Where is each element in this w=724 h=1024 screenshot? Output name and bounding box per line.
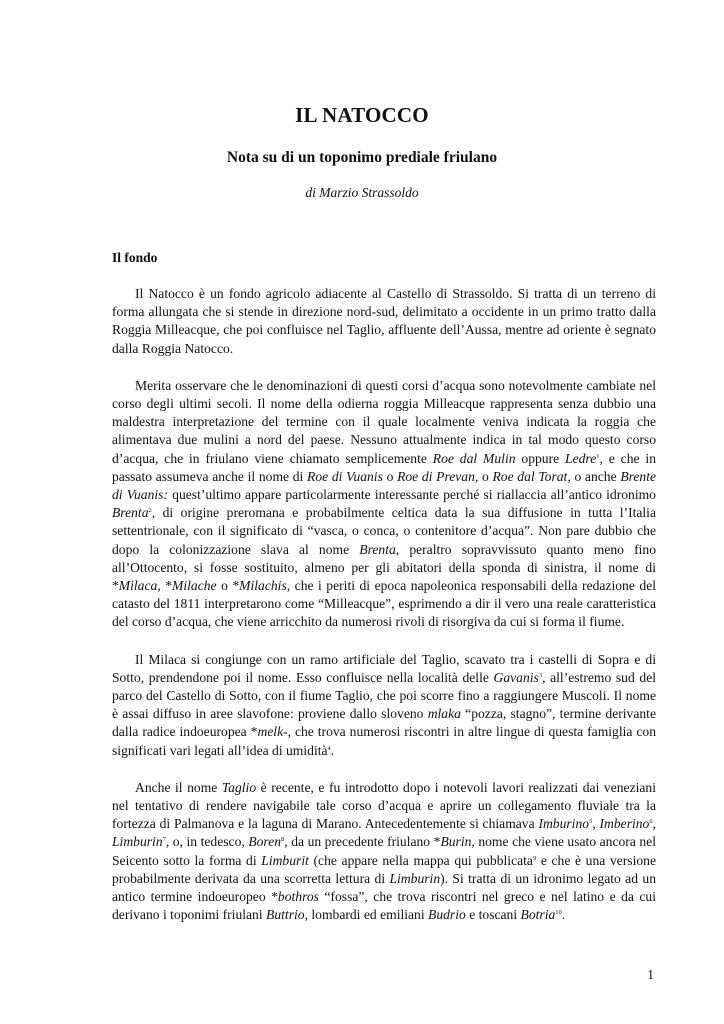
italic-term: Brenta (359, 541, 396, 557)
text-run: e che è una versione probabilmente derivata da una scorretta lettura di (112, 852, 656, 886)
italic-term: Milachis, (239, 578, 291, 594)
italic-term: Taglio (221, 779, 257, 795)
paragraph (112, 651, 656, 760)
italic-term: melk- (257, 724, 288, 740)
text-run: che i periti di epoca napoleonica responsabili della redazione del catasto del 1811 interpretarono come “Milleacque”, esprimendo a dir il vero una reale caratteristica del corso d’acqua, che viene arricchito da numerosi rivoli di risorgiva da cui si forma il fiume. (112, 578, 657, 630)
document-title: IL NATOCCO (295, 103, 429, 127)
section-heading: Il fondo (112, 250, 158, 265)
text-run: “fossa”, che trova riscontri nel greco e nel latino e da cui derivano i toponimi friulani (112, 889, 656, 923)
italic-term: Milaca (118, 578, 158, 594)
italic-term: Budrio (428, 907, 466, 923)
author-line: di Marzio Strassoldo (305, 185, 419, 200)
text-run: . (330, 742, 335, 758)
text-run: oppure (515, 450, 566, 466)
text-run: (che appare nella mappa qui pubblicata (308, 852, 533, 868)
italic-term: mlaka (427, 706, 461, 722)
italic-term: Gavanis (493, 669, 539, 685)
text-run: Il Milaca si congiunge con un ramo artificiale del Taglio, scavato tra i castelli di Sopra e di Sotto, prendendone poi il nome. Esso confluisce nella località delle (112, 651, 656, 685)
text-run: ). Si tratta di un idronimo legato ad un antico termine indoeuropeo * (112, 870, 656, 905)
text-run: e toscani (465, 907, 521, 923)
footnote-marker: 10 (555, 909, 562, 917)
italic-term: Roe dal Mulin (432, 450, 516, 466)
text-run: , di origine preromana e probabilmente celtica data la sua diffusione in tutta l’Italia settentrionale, con il significato di “vasca, o conca, o contenitore d’acqua”. Non pare dubbio che dopo la colonizzazione slava al nome (112, 505, 656, 557)
text-run: Anche il nome (135, 779, 222, 795)
italic-term: bothros (277, 889, 319, 905)
italic-term: Boren (248, 834, 282, 850)
footnote-marker: 1 (596, 452, 600, 460)
paragraph (112, 377, 656, 632)
text-run: o * (216, 578, 240, 594)
text-run: o anche (570, 468, 621, 484)
italic-term: Roe di Vuanis (307, 468, 383, 484)
text-run: Merita osservare che le denominazioni di questi corsi d’acqua sono notevolmente cambiate nel corso degli ultimi secoli. Il nome della odierna roggia Milleacque rappresenta senza dubbio una maldestra interpretazione del termine con il quale localmente veniva indicata la roggia che alimentava due mulini a nord del paese. Nessuno attualmente indica in tal modo questo corso d’acqua, che in friulano viene chiamato semplicemente (112, 377, 656, 466)
footnote-marker: 5 (589, 818, 593, 826)
footnote-marker: 9 (532, 854, 537, 862)
footnote-marker: 4 (327, 744, 331, 752)
text-run: , peraltro sopravvissuto quanto meno fino all’Ottocento, si fosse sostituito, almeno per gli abitatori della sponda di sinistra, il nome di * (112, 541, 656, 594)
italic-term: Buttrio (266, 907, 305, 923)
text-run: . (561, 907, 566, 923)
text-run: “pozza, stagno”, termine derivante dalla radice indoeuropea * (112, 706, 656, 740)
text-run: , o, in tedesco, (165, 834, 249, 850)
footnote-marker: 2 (148, 507, 152, 515)
footnote-marker: 8 (281, 836, 285, 844)
text-run: , lombardi ed emiliani (304, 907, 429, 923)
page-number: 1 (647, 967, 654, 982)
body-text (112, 285, 656, 944)
text-run: è recente, e fu introdotto dopo i notevoli lavori realizzati dai veneziani nel tentativo di rendere navigabile tale corso d’acqua e aprire un collegamento fluviale tra la fortezza di Palmanova e la laguna di Marano. Antecedentemente si chiamava (112, 779, 656, 832)
italic-term: Imburino (538, 816, 590, 832)
paragraph (112, 285, 656, 358)
italic-term: Roe dal Torat, (492, 468, 571, 484)
text-run: , (652, 816, 657, 832)
text-run: nome che viene usato ancora nel Seicento sotto la forma di (112, 834, 656, 868)
document-subtitle: Nota su di un toponimo prediale friulano (226, 149, 498, 166)
italic-term: Milache (172, 578, 217, 594)
italic-term: Botria (520, 907, 556, 923)
text-run: o (382, 468, 398, 484)
text-run: , * (157, 578, 173, 594)
italic-term: Limburin (112, 834, 163, 850)
text-run: , da un precedente friulano * (284, 834, 441, 850)
italic-term: Burin, (440, 834, 475, 850)
italic-term: Imberino (599, 816, 650, 832)
footnote-marker: 6 (649, 818, 653, 826)
italic-term: Roe di Prevan, (397, 468, 479, 484)
text-run: , all’estremo sud del parco del Castello di Sotto, con il fiume Taglio, che poi scorre fino a raggiungere Muscoli. Il nome è assai diffuso in aree slavofone: proviene dallo sloveno (112, 669, 657, 722)
footnote-marker: 3 (538, 671, 543, 679)
text-run: , (592, 816, 600, 832)
text-run: quest’ultimo appare particolarmente interessante perché si riallaccia all’antico idronimo (168, 487, 656, 503)
italic-term: Brenta (112, 505, 149, 521)
footnote-marker: 7 (162, 836, 166, 844)
italic-term: Limburin (389, 870, 441, 886)
text-run: o (478, 468, 493, 484)
paragraph (112, 779, 656, 925)
italic-term: Ledre (565, 450, 597, 466)
text-run: , che trova numerosi riscontri in altre lingue di questa famiglia con significati vari legati all’idea di umidità (112, 724, 656, 758)
italic-term: Limburit (261, 852, 309, 868)
text-run: , e che in passato assumeva anche il nome di (112, 450, 656, 484)
italic-term: Brente di Vuanis: (112, 468, 657, 503)
text-run: Il Natocco è un fondo agricolo adiacente al Castello di Strassoldo. Si tratta di un terreno di forma allungata che si stende in direzione nord-sud, delimitato a occidente in un primo tratto dalla Roggia Milleacque, che poi confluisce nel Taglio, affluente dell’Aussa, mentre ad oriente è segnato dalla Roggia Natocco. (112, 286, 656, 356)
